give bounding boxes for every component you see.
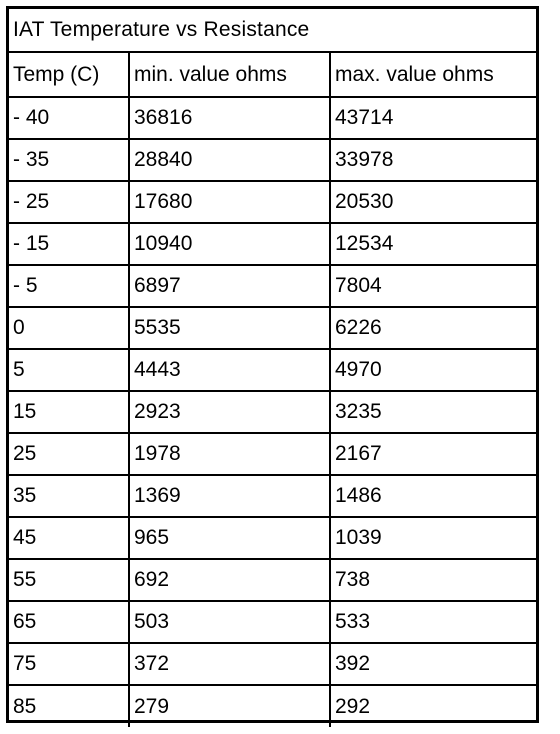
temp-cell: 75 [9, 643, 129, 685]
max-ohms-cell: 7804 [330, 265, 536, 307]
table-row [9, 475, 536, 517]
min-ohms-cell: 2923 [129, 391, 330, 433]
header-row [9, 53, 536, 97]
max-ohms-cell: 4970 [330, 349, 536, 391]
header-min-ohms: min. value ohms [129, 53, 330, 97]
table-row [9, 601, 536, 643]
table-row [9, 223, 536, 265]
temp-cell: 15 [9, 391, 129, 433]
max-ohms-cell: 392 [330, 643, 536, 685]
temp-cell: - 40 [9, 97, 129, 139]
temp-cell: 25 [9, 433, 129, 475]
max-ohms-cell: 533 [330, 601, 536, 643]
min-ohms-cell: 1369 [129, 475, 330, 517]
min-ohms-cell: 28840 [129, 139, 330, 181]
table-title: IAT Temperature vs Resistance [9, 9, 536, 53]
max-ohms-cell: 12534 [330, 223, 536, 265]
temp-cell: - 25 [9, 181, 129, 223]
table-row [9, 181, 536, 223]
min-ohms-cell: 503 [129, 601, 330, 643]
temp-cell: 55 [9, 559, 129, 601]
min-ohms-cell: 1978 [129, 433, 330, 475]
table-row [9, 559, 536, 601]
temp-cell: - 35 [9, 139, 129, 181]
min-ohms-cell: 279 [129, 685, 330, 727]
min-ohms-cell: 36816 [129, 97, 330, 139]
data-table [9, 53, 536, 727]
temp-cell: - 5 [9, 265, 129, 307]
temp-cell: 0 [9, 307, 129, 349]
max-ohms-cell: 2167 [330, 433, 536, 475]
max-ohms-cell: 1039 [330, 517, 536, 559]
temp-cell: 45 [9, 517, 129, 559]
min-ohms-cell: 6897 [129, 265, 330, 307]
temp-cell: 65 [9, 601, 129, 643]
table-row [9, 391, 536, 433]
min-ohms-cell: 17680 [129, 181, 330, 223]
min-ohms-cell: 4443 [129, 349, 330, 391]
header-max-ohms: max. value ohms [330, 53, 536, 97]
min-ohms-cell: 692 [129, 559, 330, 601]
max-ohms-cell: 33978 [330, 139, 536, 181]
max-ohms-cell: 6226 [330, 307, 536, 349]
table-row [9, 433, 536, 475]
min-ohms-cell: 372 [129, 643, 330, 685]
max-ohms-cell: 738 [330, 559, 536, 601]
max-ohms-cell: 20530 [330, 181, 536, 223]
table-row [9, 97, 536, 139]
table-row [9, 307, 536, 349]
table-row [9, 685, 536, 727]
table-row [9, 139, 536, 181]
table-row [9, 265, 536, 307]
temp-cell: - 15 [9, 223, 129, 265]
table-body [9, 97, 536, 727]
table-row [9, 349, 536, 391]
min-ohms-cell: 5535 [129, 307, 330, 349]
table-row [9, 643, 536, 685]
temp-cell: 35 [9, 475, 129, 517]
max-ohms-cell: 292 [335, 694, 371, 718]
table-row [9, 517, 536, 559]
min-ohms-cell: 10940 [129, 223, 330, 265]
header-temp: Temp (C) [9, 53, 129, 97]
max-ohms-cell: 43714 [330, 97, 536, 139]
temp-cell: 85 [9, 685, 129, 727]
max-ohms-cell: 1486 [330, 475, 536, 517]
max-ohms-cell: 3235 [330, 391, 536, 433]
min-ohms-cell: 965 [129, 517, 330, 559]
temp-cell: 5 [9, 349, 129, 391]
iat-resistance-table [6, 6, 539, 723]
